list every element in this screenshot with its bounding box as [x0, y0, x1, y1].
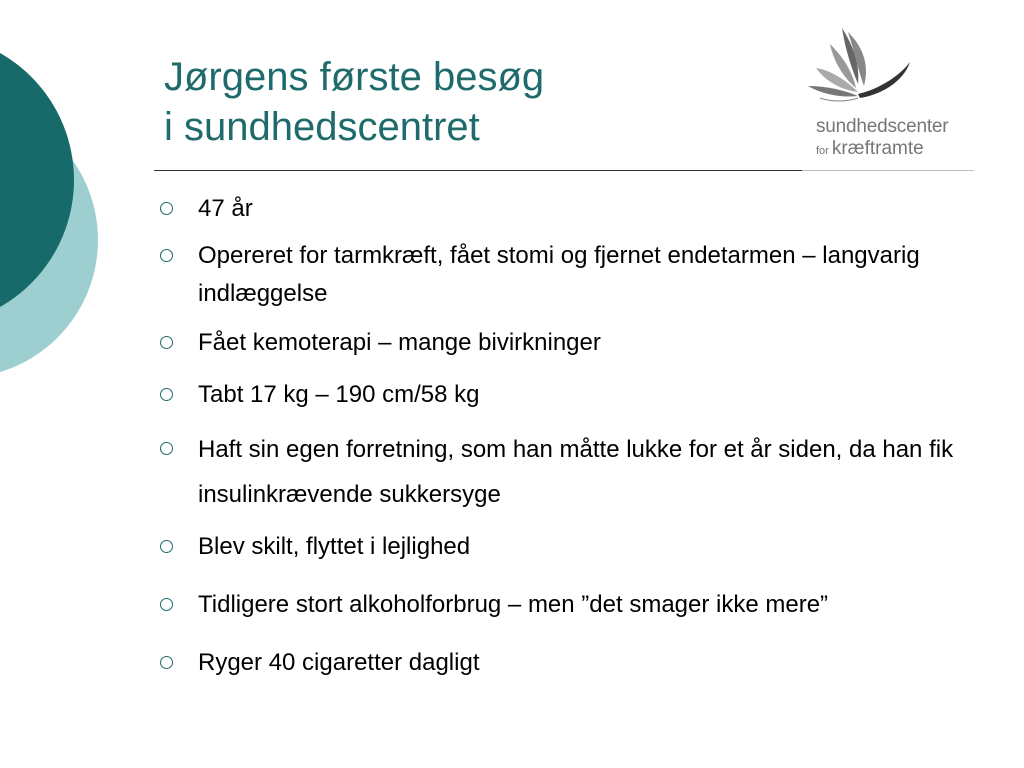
circle-outline-bullet-icon — [160, 336, 173, 349]
slide-title — [164, 52, 544, 152]
circle-outline-bullet-icon — [160, 202, 173, 215]
circle-outline-bullet-icon — [160, 442, 173, 455]
bullet-item — [160, 190, 960, 228]
bullet-text: Tabt 17 kg – 190 cm/58 kg — [198, 381, 480, 408]
logo-text-line-2 — [816, 138, 924, 160]
bullet-text: Opereret for tarmkræft, fået stomi og fjernet endetarmen – langvarig indlæggelse — [198, 242, 920, 307]
bullet-item — [160, 528, 960, 566]
bullet-item — [160, 586, 960, 624]
bullet-text: Fået kemoterapi – mange bivirkninger — [198, 329, 601, 356]
circle-outline-bullet-icon — [160, 540, 173, 553]
logo-text-line-1: sundhedscenter — [816, 116, 949, 137]
light-teal-circle — [0, 102, 98, 378]
title-divider — [154, 170, 802, 171]
bullet-item — [160, 324, 960, 362]
bullet-text: Blev skilt, flyttet i lejlighed — [198, 533, 471, 560]
bullet-text: Ryger 40 cigaretter dagligt — [198, 649, 480, 676]
title-line-2: i sundhedscentret — [164, 105, 480, 149]
bullet-item — [160, 644, 960, 682]
title-line-1: Jørgens første besøg — [164, 55, 545, 99]
circle-outline-bullet-icon — [160, 656, 173, 669]
bullet-item — [160, 427, 960, 517]
bullet-text: 47 år — [198, 195, 253, 222]
bullet-item — [160, 376, 960, 414]
dark-teal-circle — [0, 34, 74, 326]
circle-outline-bullet-icon — [160, 249, 173, 262]
bullet-item — [160, 237, 960, 313]
bullet-text: Haft sin egen forretning, som han måtte lukke for et år siden, da han fik insulinkrævende sukkersyge — [198, 436, 954, 508]
title-divider-light — [802, 170, 974, 171]
circle-outline-bullet-icon — [160, 388, 173, 401]
logo-text-for: for — [816, 145, 829, 157]
bullet-text: Tidligere stort alkoholforbrug – men ”det smager ikke mere” — [198, 591, 829, 618]
circle-outline-bullet-icon — [160, 598, 173, 611]
logo-text-kraeftramte: kræftramte — [831, 138, 924, 159]
